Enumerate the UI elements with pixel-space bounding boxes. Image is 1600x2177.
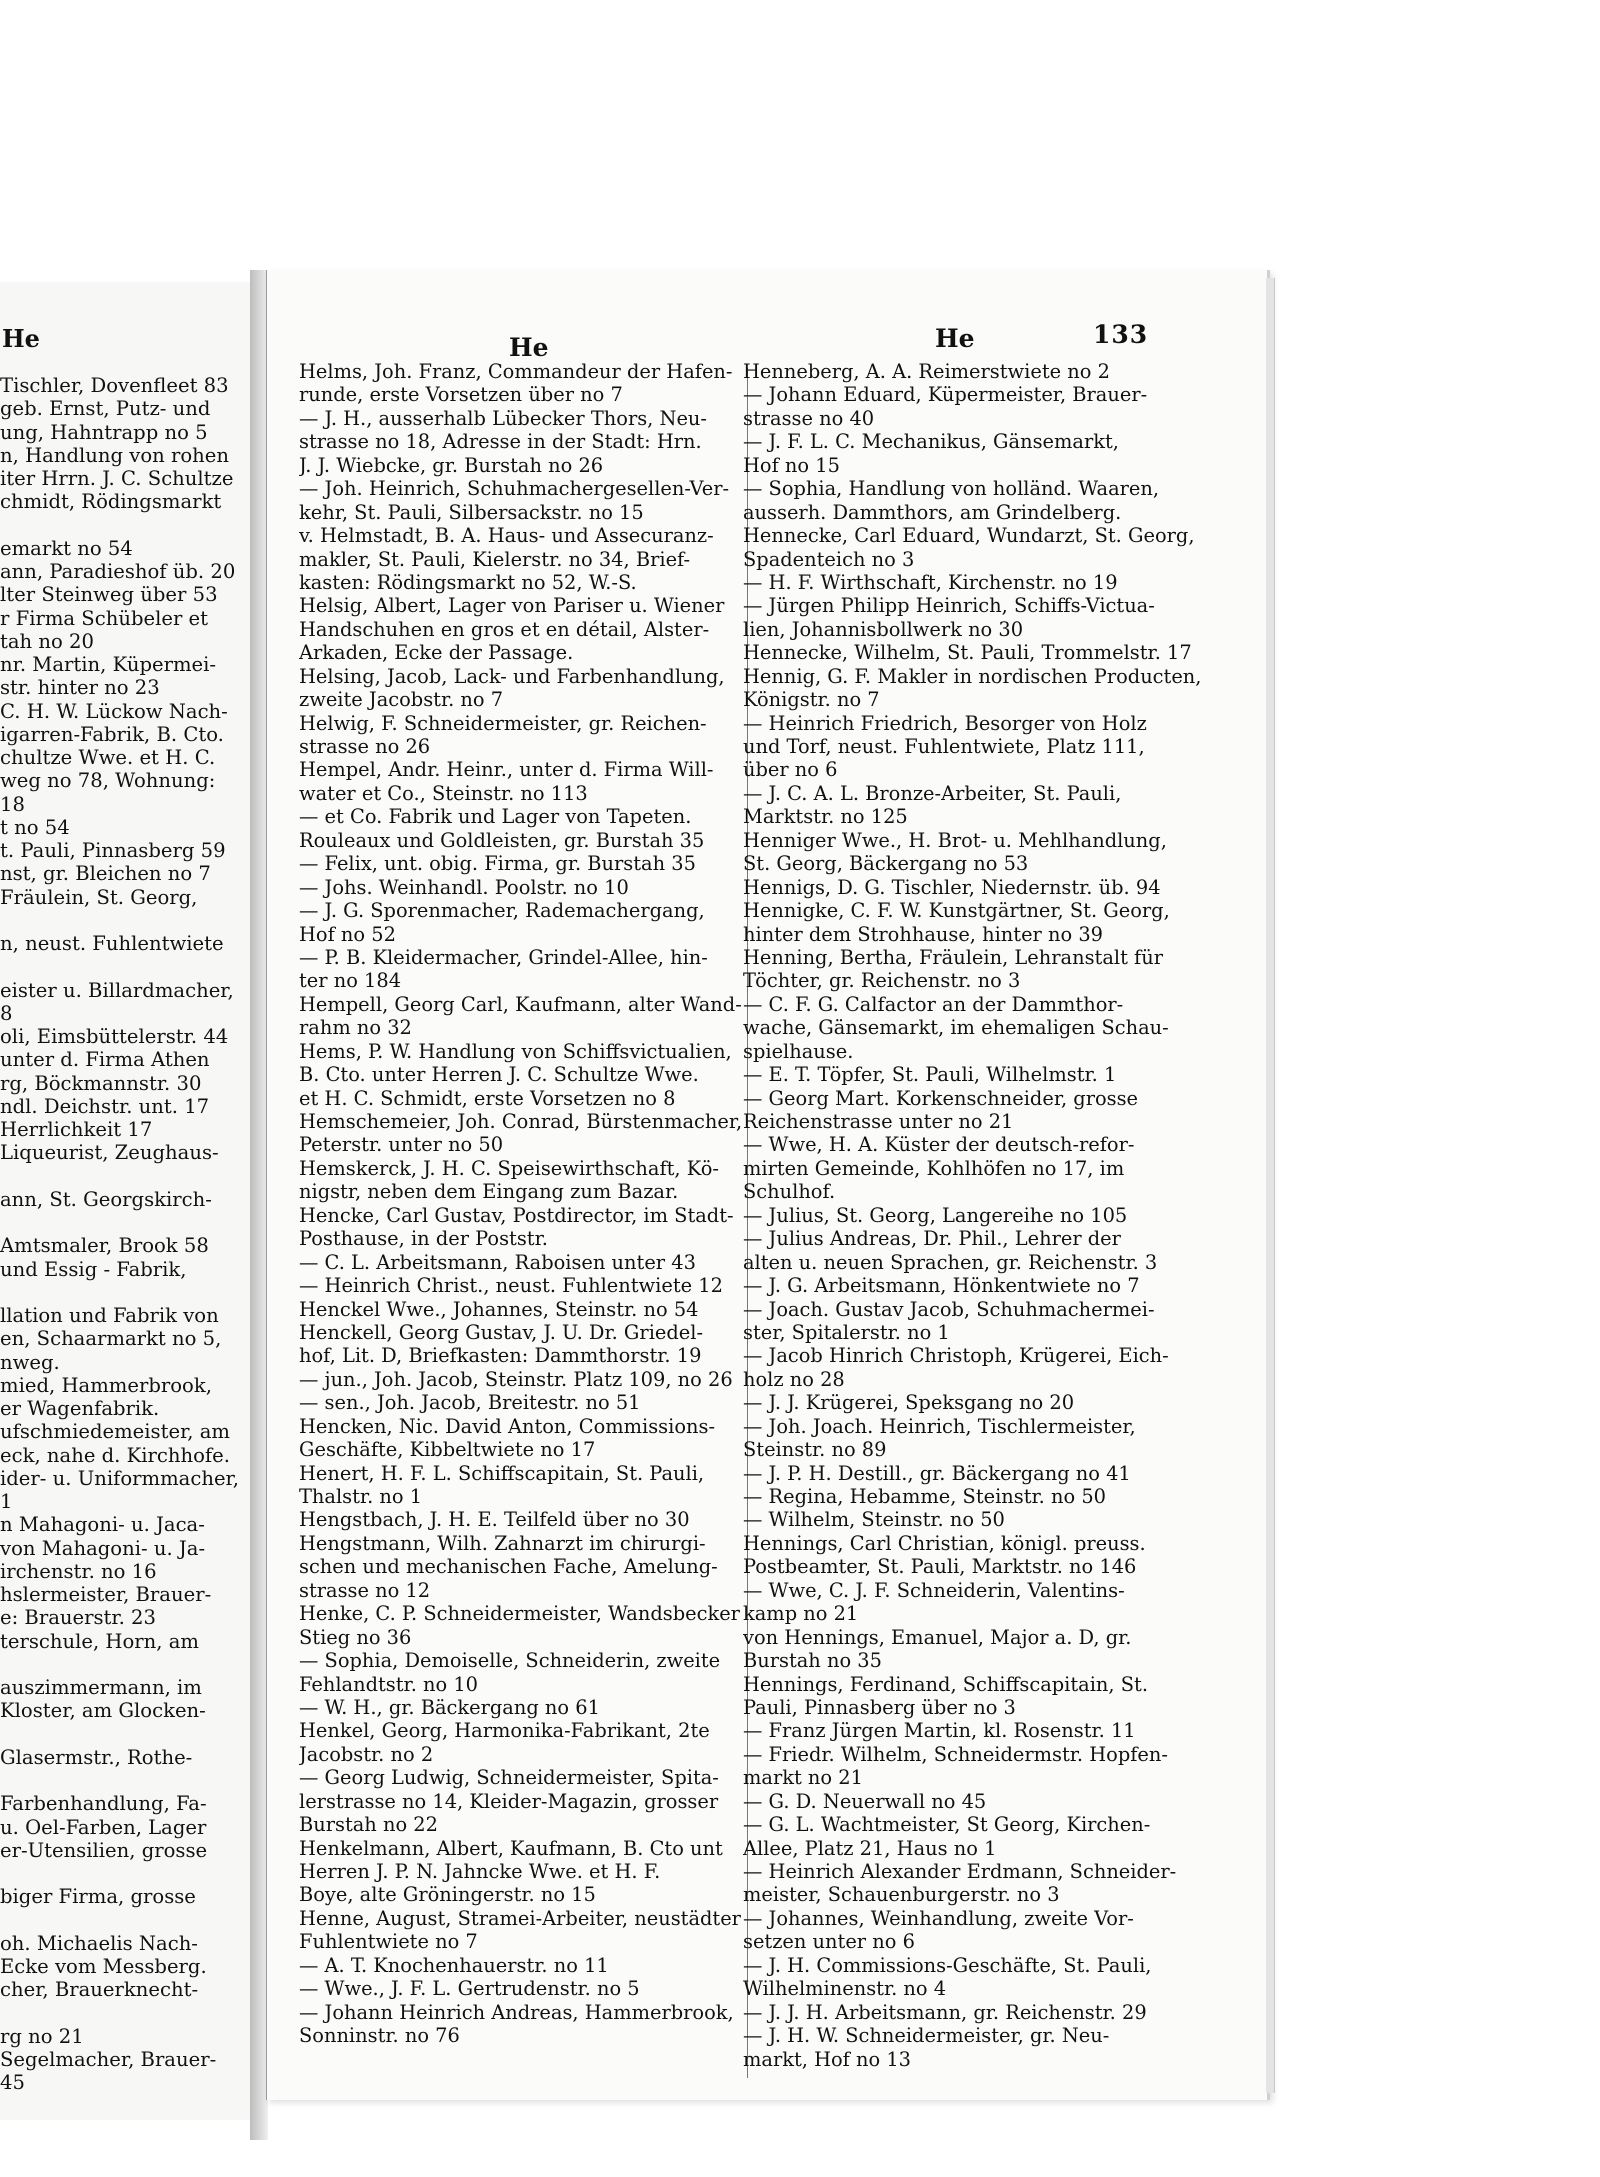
directory-entry-line: strasse no 18, Adresse in der Stadt: Hrn. xyxy=(299,430,702,454)
directory-entry-line: Hof no 15 xyxy=(743,453,840,477)
directory-entry-line: Jacobstr. no 2 xyxy=(299,1742,434,1766)
directory-entry-line: r Firma Schübeler et xyxy=(0,606,209,630)
directory-entry-line xyxy=(0,514,245,537)
directory-entry-line: — J. F. L. C. Mechanikus, Gänsemarkt, xyxy=(743,430,1119,454)
right-page xyxy=(266,270,1270,2100)
directory-entry-line: 1 xyxy=(0,1490,13,1513)
directory-entry-line: lien, Johannisbollwerk no 30 xyxy=(743,617,1024,641)
directory-entry-line: Reichenstrasse unter no 21 xyxy=(743,1110,1014,1133)
directory-entry-line: tah no 20 xyxy=(0,629,94,653)
directory-entry-line: — G. L. Wachtmeister, St Georg, Kirchen- xyxy=(743,1813,1151,1837)
directory-entry-line: chultze Wwe. et H. C. xyxy=(0,746,216,769)
directory-entry-line: strasse no 12 xyxy=(299,1578,431,1602)
directory-entry-line: Amtsmaler, Brook 58 xyxy=(0,1234,209,1258)
directory-entry-line: markt no 21 xyxy=(743,1766,863,1790)
directory-entry-line: Peterstr. unter no 50 xyxy=(299,1133,504,1157)
directory-entry-line: irchenstr. no 16 xyxy=(0,1559,157,1583)
directory-entry-line: Steinstr. no 89 xyxy=(743,1438,887,1462)
directory-entry-line: auszimmermann, im xyxy=(0,1676,202,1699)
directory-entry-line: Hempell, Georg Carl, Kaufmann, alter Wand- xyxy=(299,992,742,1016)
directory-entry-line: — Sophia, Demoiselle, Schneiderin, zweite xyxy=(299,1649,721,1673)
directory-column-1 xyxy=(299,360,769,2048)
directory-entry-line: — G. D. Neuerwall no 45 xyxy=(743,1789,987,1813)
directory-entry-line: — Julius Andreas, Dr. Phil., Lehrer der xyxy=(743,1227,1121,1251)
directory-entry-line: Hencke, Carl Gustav, Postdirector, im Stadt- xyxy=(299,1203,734,1227)
directory-entry-line: — Franz Jürgen Martin, kl. Rosenstr. 11 xyxy=(743,1719,1136,1743)
column2-header: He xyxy=(935,324,975,353)
directory-entry-line: 8 xyxy=(0,1001,13,1025)
directory-entry-line: — J. G. Sporenmacher, Rademachergang, xyxy=(299,899,705,923)
directory-entry-line: von Hennings, Emanuel, Major a. D, gr. xyxy=(743,1625,1132,1649)
directory-entry-line: — E. T. Töpfer, St. Pauli, Wilhelmstr. 1 xyxy=(743,1063,1117,1087)
directory-entry-line: Postbeamter, St. Pauli, Marktstr. no 146 xyxy=(743,1555,1137,1579)
directory-entry-line: — J. C. A. L. Bronze-Arbeiter, St. Pauli, xyxy=(743,781,1122,805)
directory-entry-line: Hempel, Andr. Heinr., unter d. Firma Will- xyxy=(299,758,714,782)
directory-entry-line: weg no 78, Wohnung: xyxy=(0,769,216,793)
directory-entry-line: 18 xyxy=(0,792,25,816)
directory-entry-line: iter Hrrn. J. C. Schultze xyxy=(0,467,234,490)
directory-entry-line: — J. H. Commissions-Geschäfte, St. Pauli, xyxy=(743,1953,1152,1977)
directory-entry-line: — J. G. Arbeitsmann, Hönkentwiete no 7 xyxy=(743,1274,1140,1298)
directory-entry-line: Geschäfte, Kibbeltwiete no 17 xyxy=(299,1438,596,1462)
directory-entry-line: water et Co., Steinstr. no 113 xyxy=(299,781,588,805)
directory-entry-line: Henning, Bertha, Fräulein, Lehranstalt für xyxy=(743,945,1163,969)
directory-entry-line: Henniger Wwe., H. Brot- u. Mehlhandlung, xyxy=(743,828,1167,852)
directory-entry-line: — Regina, Hebamme, Steinstr. no 50 xyxy=(743,1485,1107,1508)
directory-entry-line: lerstrasse no 14, Kleider-Magazin, grosser xyxy=(299,1789,719,1813)
directory-entry-line: hslermeister, Brauer- xyxy=(0,1583,212,1606)
directory-entry-line: J. J. Wiebcke, gr. Burstah no 26 xyxy=(299,453,604,477)
directory-entry-line: mirten Gemeinde, Kohlhöfen no 17, im xyxy=(743,1156,1125,1180)
directory-entry-line: e: Brauerstr. 23 xyxy=(0,1606,156,1630)
directory-entry-line: zweite Jacobstr. no 7 xyxy=(299,688,504,712)
directory-entry-line: — Friedr. Wilhelm, Schneidermstr. Hopfen- xyxy=(743,1742,1168,1766)
directory-entry-line: Stieg no 36 xyxy=(299,1625,412,1649)
directory-entry-line: Posthause, in der Poststr. xyxy=(299,1227,548,1251)
directory-entry-line: Helwig, F. Schneidermeister, gr. Reichen- xyxy=(299,711,707,735)
directory-column-2 xyxy=(743,360,1253,2071)
directory-entry-line: runde, erste Vorsetzen über no 7 xyxy=(299,383,623,407)
directory-entry-line: t. Pauli, Pinnasberg 59 xyxy=(0,839,226,862)
directory-entry-line: ider- u. Uniformmacher, xyxy=(0,1466,239,1490)
directory-entry-line: cher, Brauerknecht- xyxy=(0,1978,199,2002)
directory-entry-line: St. Georg, Bäckergang no 53 xyxy=(743,852,1029,876)
directory-entry-line: über no 6 xyxy=(743,758,838,782)
directory-entry-line: — J. P. H. Destill., gr. Bäckergang no 41 xyxy=(743,1461,1131,1485)
directory-entry-line: von Mahagoni- u. Ja- xyxy=(0,1536,206,1560)
directory-entry-line xyxy=(0,1653,245,1676)
directory-entry-line xyxy=(0,1862,245,1885)
directory-entry-line: Hof no 52 xyxy=(299,922,396,946)
directory-entry-line: Helms, Joh. Franz, Commandeur der Hafen- xyxy=(299,360,733,383)
directory-entry-line: Farbenhandlung, Fa- xyxy=(0,1792,207,1816)
directory-entry-line: — Joach. Gustav Jacob, Schuhmachermei- xyxy=(743,1297,1155,1321)
page-edge xyxy=(1266,278,1275,2093)
directory-entry-line: kasten: Rödingsmarkt no 52, W.-S. xyxy=(299,570,637,594)
directory-entry-line: Hemskerck, J. H. C. Speisewirthschaft, Kö- xyxy=(299,1156,719,1180)
directory-entry-line xyxy=(0,1281,245,1304)
directory-entry-line: Henckel Wwe., Johannes, Steinstr. no 54 xyxy=(299,1297,699,1321)
directory-entry-line: Herren J. P. N. Jahncke Wwe. et H. F. xyxy=(299,1860,661,1883)
directory-entry-line: alten u. neuen Sprachen, gr. Reichenstr. 3 xyxy=(743,1250,1158,1274)
directory-entry-line: Sonninstr. no 76 xyxy=(299,2024,460,2048)
directory-entry-line: rg no 21 xyxy=(0,2024,84,2048)
directory-entry-line: Liqueurist, Zeughaus- xyxy=(0,1141,219,1165)
directory-entry-line: eister u. Billardmacher, xyxy=(0,978,234,1002)
directory-entry-line: — Johannes, Weinhandlung, zweite Vor- xyxy=(743,1906,1134,1930)
directory-entry-line: — Julius, St. Georg, Langereihe no 105 xyxy=(743,1203,1128,1227)
directory-entry-line: 45 xyxy=(0,2071,25,2095)
directory-entry-line: Hennigs, D. G. Tischler, Niedernstr. üb. 94 xyxy=(743,875,1161,899)
directory-entry-line: n Mahagoni- u. Jaca- xyxy=(0,1513,205,1537)
directory-entry-line: — Johann Heinrich Andreas, Hammerbrook, xyxy=(299,2000,734,2024)
directory-entry-line: ung, Hahntrapp no 5 xyxy=(0,420,208,444)
left-page-column xyxy=(0,374,245,2095)
directory-entry-line: — Wwe, H. A. Küster der deutsch-refor- xyxy=(743,1133,1135,1157)
directory-entry-line: Hems, P. W. Handlung von Schiffsvictualien, xyxy=(299,1039,732,1063)
directory-entry-line: Hennecke, Carl Eduard, Wundarzt, St. Georg, xyxy=(743,524,1195,548)
directory-entry-line: schen und mechanischen Fache, Amelung- xyxy=(299,1555,718,1579)
directory-entry-line: Henne, August, Stramei-Arbeiter, neustädter xyxy=(299,1906,741,1930)
directory-entry-line: rahm no 32 xyxy=(299,1016,412,1040)
directory-entry-line: oh. Michaelis Nach- xyxy=(0,1931,198,1955)
directory-entry-line: — jun., Joh. Jacob, Steinstr. Platz 109, no 26 xyxy=(299,1367,733,1391)
directory-entry-line: unter d. Firma Athen xyxy=(0,1048,210,1072)
directory-entry-line: — W. H., gr. Bäckergang no 61 xyxy=(299,1695,600,1719)
directory-entry-line: Hennigke, C. F. W. Kunstgärtner, St. Georg, xyxy=(743,899,1170,923)
directory-entry-line: hof, Lit. D, Briefkasten: Dammthorstr. 19 xyxy=(299,1344,702,1368)
directory-entry-line: B. Cto. unter Herren J. C. Schultze Wwe. xyxy=(299,1063,699,1087)
directory-entry-line xyxy=(0,1769,245,1792)
directory-entry-line: n, neust. Fuhlentwiete xyxy=(0,932,224,955)
directory-entry-line: Herrlichkeit 17 xyxy=(0,1118,153,1141)
directory-entry-line: Glasermstr., Rothe- xyxy=(0,1745,193,1769)
directory-entry-line: ter no 184 xyxy=(299,969,402,993)
directory-entry-line: — Heinrich Alexander Erdmann, Schneider- xyxy=(743,1860,1177,1883)
directory-entry-line xyxy=(0,2002,245,2025)
directory-entry-line: Arkaden, Ecke der Passage. xyxy=(299,641,574,665)
directory-entry-line xyxy=(0,1165,245,1188)
directory-entry-line: — Georg Ludwig, Schneidermeister, Spita- xyxy=(299,1766,719,1790)
directory-entry-line: Fehlandtstr. no 10 xyxy=(299,1672,479,1696)
directory-entry-line: — Felix, unt. obig. Firma, gr. Burstah 35 xyxy=(299,852,696,876)
directory-entry-line: — H. F. Wirthschaft, Kirchenstr. no 19 xyxy=(743,570,1118,594)
directory-entry-line: Hengstbach, J. H. E. Teilfeld über no 30 xyxy=(299,1508,690,1532)
directory-entry-line: Henkel, Georg, Harmonika-Fabrikant, 2te xyxy=(299,1719,710,1743)
directory-entry-line: nweg. xyxy=(0,1350,60,1374)
directory-entry-line: Hemschemeier, Joh. Conrad, Bürstenmacher, xyxy=(299,1110,743,1133)
left-page-header: He xyxy=(2,324,40,353)
directory-entry-line: — Wilhelm, Steinstr. no 50 xyxy=(743,1508,1005,1532)
directory-entry-line: — sen., Joh. Jacob, Breitestr. no 51 xyxy=(299,1391,641,1415)
directory-entry-line: — Wwe., J. F. L. Gertrudenstr. no 5 xyxy=(299,1977,640,2001)
directory-entry-line: makler, St. Pauli, Kielerstr. no 34, Brief- xyxy=(299,547,691,571)
directory-entry-line: — Georg Mart. Korkenschneider, grosse xyxy=(743,1086,1139,1110)
directory-entry-line: ann, Paradieshof üb. 20 xyxy=(0,560,236,583)
directory-entry-line: t no 54 xyxy=(0,815,70,839)
directory-entry-line: en, Schaarmarkt no 5, xyxy=(0,1327,222,1351)
directory-entry-line xyxy=(0,1211,245,1234)
directory-entry-line: Hennecke, Wilhelm, St. Pauli, Trommelstr. 17 xyxy=(743,641,1192,665)
directory-entry-line: — Johann Eduard, Küpermeister, Brauer- xyxy=(743,383,1148,407)
page-number: 133 xyxy=(1093,320,1149,349)
directory-entry-line: Helsing, Jacob, Lack- und Farbenhandlung, xyxy=(299,664,725,688)
directory-entry-line: ufschmiedemeister, am xyxy=(0,1420,230,1444)
directory-entry-line: — J. J. H. Arbeitsmann, gr. Reichenstr. 29 xyxy=(743,2000,1147,2024)
column1-header: He xyxy=(509,333,549,362)
directory-entry-line: ann, St. Georgskirch- xyxy=(0,1187,212,1211)
directory-entry-line: Ecke vom Messberg. xyxy=(0,1955,207,1978)
directory-entry-line: wache, Gänsemarkt, im ehemaligen Schau- xyxy=(743,1016,1169,1040)
directory-entry-line: C. H. W. Lückow Nach- xyxy=(0,699,228,723)
directory-entry-line: — A. T. Knochenhauerstr. no 11 xyxy=(299,1953,609,1977)
directory-entry-line: Allee, Platz 21, Haus no 1 xyxy=(743,1836,997,1860)
directory-entry-line: Hencken, Nic. David Anton, Commissions- xyxy=(299,1414,715,1438)
directory-entry-line: Segelmacher, Brauer- xyxy=(0,2048,217,2071)
directory-entry-line: — Heinrich Friedrich, Besorger von Holz xyxy=(743,711,1147,735)
directory-entry-line: Spadenteich no 3 xyxy=(743,547,915,571)
directory-entry-line: nigstr, neben dem Eingang zum Bazar. xyxy=(299,1180,679,1204)
directory-entry-line: Schulhof. xyxy=(743,1180,836,1204)
directory-entry-line: nr. Martin, Küpermei- xyxy=(0,653,217,676)
directory-entry-line: ster, Spitalerstr. no 1 xyxy=(743,1320,950,1344)
directory-entry-line: Hennings, Ferdinand, Schiffscapitain, St. xyxy=(743,1672,1148,1696)
directory-entry-line: mied, Hammerbrook, xyxy=(0,1373,212,1397)
directory-entry-line: kehr, St. Pauli, Silbersackstr. no 15 xyxy=(299,500,644,524)
directory-entry-line: — J. J. Krügerei, Speksgang no 20 xyxy=(743,1391,1075,1415)
directory-entry-line: biger Firma, grosse xyxy=(0,1885,196,1909)
directory-entry-line: strasse no 26 xyxy=(299,735,431,758)
directory-entry-line: — Jürgen Philipp Heinrich, Schiffs-Victua- xyxy=(743,594,1155,618)
directory-entry-line: — Wwe, C. J. F. Schneiderin, Valentins- xyxy=(743,1578,1125,1602)
directory-entry-line: str. hinter no 23 xyxy=(0,676,160,700)
directory-entry-line: und Essig - Fabrik, xyxy=(0,1257,187,1281)
directory-entry-line: et H. C. Schmidt, erste Vorsetzen no 8 xyxy=(299,1086,676,1110)
directory-entry-line: Henneberg, A. A. Reimerstwiete no 2 xyxy=(743,360,1110,383)
directory-entry-line: — J. H., ausserhalb Lübecker Thors, Neu- xyxy=(299,406,707,430)
directory-entry-line: Hennig, G. F. Makler in nordischen Producten, xyxy=(743,664,1202,688)
directory-entry-line: er Wagenfabrik. xyxy=(0,1397,160,1420)
directory-entry-line: Henert, H. F. L. Schiffscapitain, St. Pauli, xyxy=(299,1461,705,1485)
directory-entry-line: — Heinrich Christ., neust. Fuhlentwiete 12 xyxy=(299,1274,723,1298)
directory-entry-line: Pauli, Pinnasberg über no 3 xyxy=(743,1695,1016,1719)
directory-entry-line: ausserh. Dammthors, am Grindelberg. xyxy=(743,500,1122,524)
directory-entry-line xyxy=(0,1723,245,1746)
directory-entry-line: nst, gr. Bleichen no 7 xyxy=(0,862,211,886)
directory-entry-line: markt, Hof no 13 xyxy=(743,2047,912,2071)
directory-entry-line: holz no 28 xyxy=(743,1367,845,1391)
directory-entry-line: — Joh. Heinrich, Schuhmachergesellen-Ver- xyxy=(299,477,730,501)
directory-entry-line: — et Co. Fabrik und Lager von Tapeten. xyxy=(299,805,692,829)
directory-entry-line: Rouleaux und Goldleisten, gr. Burstah 35 xyxy=(299,828,705,852)
directory-entry-line: Thalstr. no 1 xyxy=(299,1485,423,1508)
directory-entry-line: geb. Ernst, Putz- und xyxy=(0,397,211,421)
directory-entry-line: — C. F. G. Calfactor an der Dammthor- xyxy=(743,992,1124,1016)
directory-entry-line: hinter dem Strohhause, hinter no 39 xyxy=(743,922,1103,946)
directory-entry-line: chmidt, Rödingsmarkt xyxy=(0,490,222,514)
directory-entry-line: emarkt no 54 xyxy=(0,536,133,560)
directory-entry-line: Königstr. no 7 xyxy=(743,688,880,712)
directory-entry-line: Fuhlentwiete no 7 xyxy=(299,1930,478,1954)
directory-entry-line: — C. L. Arbeitsmann, Raboisen unter 43 xyxy=(299,1250,696,1274)
directory-entry-line: — Jacob Hinrich Christoph, Krügerei, Eich- xyxy=(743,1344,1169,1368)
directory-entry-line: strasse no 40 xyxy=(743,406,875,430)
directory-entry-line: Henke, C. P. Schneidermeister, Wandsbecker xyxy=(299,1602,740,1626)
directory-entry-line: — Johs. Weinhandl. Poolstr. no 10 xyxy=(299,875,629,899)
directory-entry-line: oli, Eimsbüttelerstr. 44 xyxy=(0,1025,229,1048)
directory-entry-line xyxy=(0,909,245,932)
directory-entry-line: — Joh. Joach. Heinrich, Tischlermeister, xyxy=(743,1414,1136,1438)
directory-entry-line: rg, Böckmannstr. 30 xyxy=(0,1071,202,1095)
directory-entry-line xyxy=(0,955,245,978)
directory-entry-line: u. Oel-Farben, Lager xyxy=(0,1815,207,1839)
directory-entry-line: Hengstmann, Wilh. Zahnarzt im chirurgi- xyxy=(299,1531,706,1555)
directory-entry-line: igarren-Fabrik, B. Cto. xyxy=(0,722,224,746)
directory-entry-line xyxy=(0,1909,245,1932)
directory-entry-line: llation und Fabrik von xyxy=(0,1304,219,1327)
directory-entry-line: — P. B. Kleidermacher, Grindel-Allee, hin- xyxy=(299,945,708,969)
directory-entry-line: setzen unter no 6 xyxy=(743,1930,915,1954)
directory-entry-line: Tischler, Dovenfleet 83 xyxy=(0,374,229,397)
directory-entry-line: er-Utensilien, grosse xyxy=(0,1838,208,1862)
directory-entry-line: — Sophia, Handlung von holländ. Waaren, xyxy=(743,477,1160,501)
directory-entry-line: Burstah no 22 xyxy=(299,1813,438,1837)
directory-entry-line: Töchter, gr. Reichenstr. no 3 xyxy=(743,969,1021,993)
left-page xyxy=(0,282,252,2120)
directory-entry-line: eck, nahe d. Kirchhofe. xyxy=(0,1443,230,1467)
directory-entry-line: terschule, Horn, am xyxy=(0,1629,200,1653)
directory-entry-line: Hennings, Carl Christian, königl. preuss. xyxy=(743,1531,1146,1555)
directory-entry-line: Wilhelminenstr. no 4 xyxy=(743,1977,947,2001)
directory-entry-line: meister, Schauenburgerstr. no 3 xyxy=(743,1883,1060,1907)
directory-entry-line: spielhause. xyxy=(743,1039,854,1063)
directory-entry-line: Marktstr. no 125 xyxy=(743,805,908,829)
directory-entry-line: und Torf, neust. Fuhlentwiete, Platz 111, xyxy=(743,735,1145,758)
directory-entry-line: lter Steinweg über 53 xyxy=(0,583,218,607)
directory-entry-line: n, Handlung von rohen xyxy=(0,443,229,467)
directory-entry-line: v. Helmstadt, B. A. Haus- und Assecuranz- xyxy=(299,524,714,548)
directory-entry-line: kamp no 21 xyxy=(743,1602,859,1626)
directory-entry-line: Kloster, am Glocken- xyxy=(0,1699,206,1723)
directory-entry-line: — J. H. W. Schneidermeister, gr. Neu- xyxy=(743,2024,1110,2048)
directory-entry-line: Handschuhen en gros et en détail, Alster- xyxy=(299,617,710,641)
directory-entry-line: ndl. Deichstr. unt. 17 xyxy=(0,1094,210,1118)
directory-entry-line: Burstah no 35 xyxy=(743,1649,882,1673)
directory-entry-line: Helsig, Albert, Lager von Pariser u. Wiener xyxy=(299,594,725,618)
directory-entry-line: Boye, alte Gröningerstr. no 15 xyxy=(299,1883,596,1907)
directory-entry-line: Henckell, Georg Gustav, J. U. Dr. Griedel- xyxy=(299,1320,704,1344)
directory-entry-line: Henkelmann, Albert, Kaufmann, B. Cto unt xyxy=(299,1836,723,1860)
directory-entry-line: Fräulein, St. Georg, xyxy=(0,885,198,909)
